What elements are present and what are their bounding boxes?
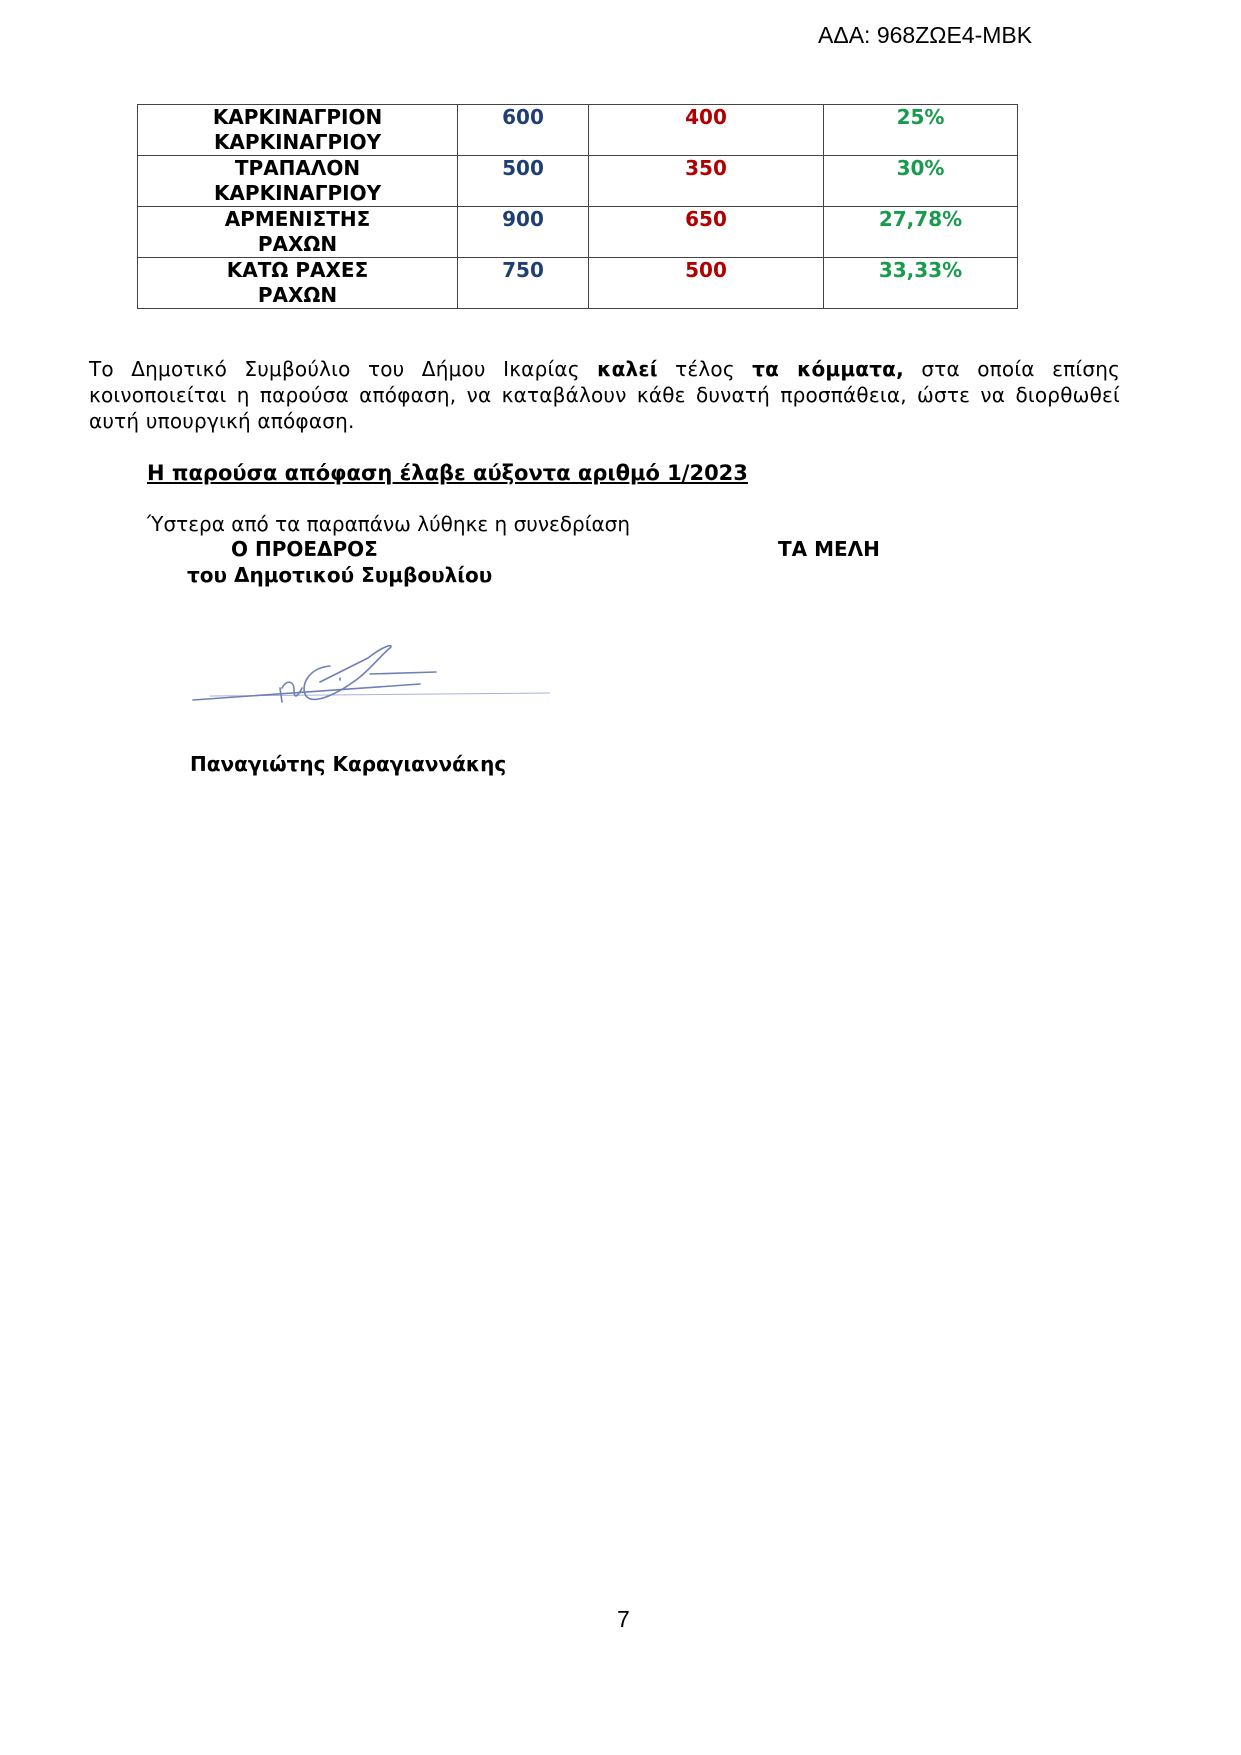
value-a-cell: 750: [458, 258, 589, 309]
area-community: ΡΑΧΩΝ: [257, 283, 338, 307]
paragraph-text-3: στα οποία επίσης κοινοποιείται η παρούσα απόφαση, να καταβάλουν κάθε δυνατή προσπάθεια, ώστε να διορθωθεί αυτή υπουργική απόφαση.: [89, 357, 1121, 433]
area-community: ΚΑΡΚΙΝΑΓΡΙΟΥ: [213, 130, 382, 154]
decision-number: Η παρούσα απόφαση έλαβε αύξοντα αριθμό 1/2023: [147, 461, 748, 485]
rates-table: [137, 104, 1018, 309]
council-line: του Δημοτικού Συμβουλίου: [187, 563, 493, 587]
area-name-cell: [138, 105, 458, 156]
table-row: [138, 207, 1018, 258]
area-name: ΤΡΑΠΑΛΟΝ: [234, 156, 361, 180]
council-call-paragraph: [89, 356, 1120, 434]
value-b-cell: 350: [589, 156, 824, 207]
value-b-cell: 400: [589, 105, 824, 156]
signer-name: Παναγιώτης Καραγιαννάκης: [190, 752, 507, 776]
ada-code: ΑΔΑ: 968ΖΩΕ4-ΜΒΚ: [818, 22, 1033, 48]
area-name: ΑΡΜΕΝΙΣΤΗΣ: [224, 207, 371, 231]
value-b-cell: 650: [589, 207, 824, 258]
table-row: [138, 258, 1018, 309]
table-row: [138, 105, 1018, 156]
value-a-cell: 900: [458, 207, 589, 258]
percent-cell: 25%: [824, 105, 1018, 156]
percent-cell: 27,78%: [824, 207, 1018, 258]
percent-cell: 33,33%: [824, 258, 1018, 309]
area-community: ΡΑΧΩΝ: [257, 232, 338, 256]
members-title: ΤΑ ΜΕΛΗ: [778, 537, 880, 561]
area-name-cell: [138, 258, 458, 309]
value-a-cell: 500: [458, 156, 589, 207]
signature-image: [190, 630, 550, 710]
paragraph-bold-1: καλεί: [597, 357, 658, 381]
paragraph-text-2: τέλος: [657, 357, 753, 381]
value-b-cell: 500: [589, 258, 824, 309]
area-name-cell: [138, 156, 458, 207]
area-community: ΚΑΡΚΙΝΑΓΡΙΟΥ: [213, 181, 382, 205]
page-number: 7: [617, 1606, 630, 1632]
table-row: [138, 156, 1018, 207]
percent-cell: 30%: [824, 156, 1018, 207]
paragraph-text-1: Το Δημοτικό Συμβούλιο του Δήμου Ικαρίας: [89, 357, 598, 381]
area-name-cell: [138, 207, 458, 258]
closing-statement: Ύστερα από τα παραπάνω λύθηκε η συνεδρίαση: [147, 512, 631, 536]
president-title: Ο ΠΡΟΕΔΡΟΣ: [231, 537, 378, 561]
value-a-cell: 600: [458, 105, 589, 156]
paragraph-bold-2: τα κόμματα,: [752, 357, 904, 381]
area-name: ΚΑΤΩ ΡΑΧΕΣ: [226, 258, 369, 282]
area-name: ΚΑΡΚΙΝΑΓΡΙΟΝ: [212, 105, 383, 129]
